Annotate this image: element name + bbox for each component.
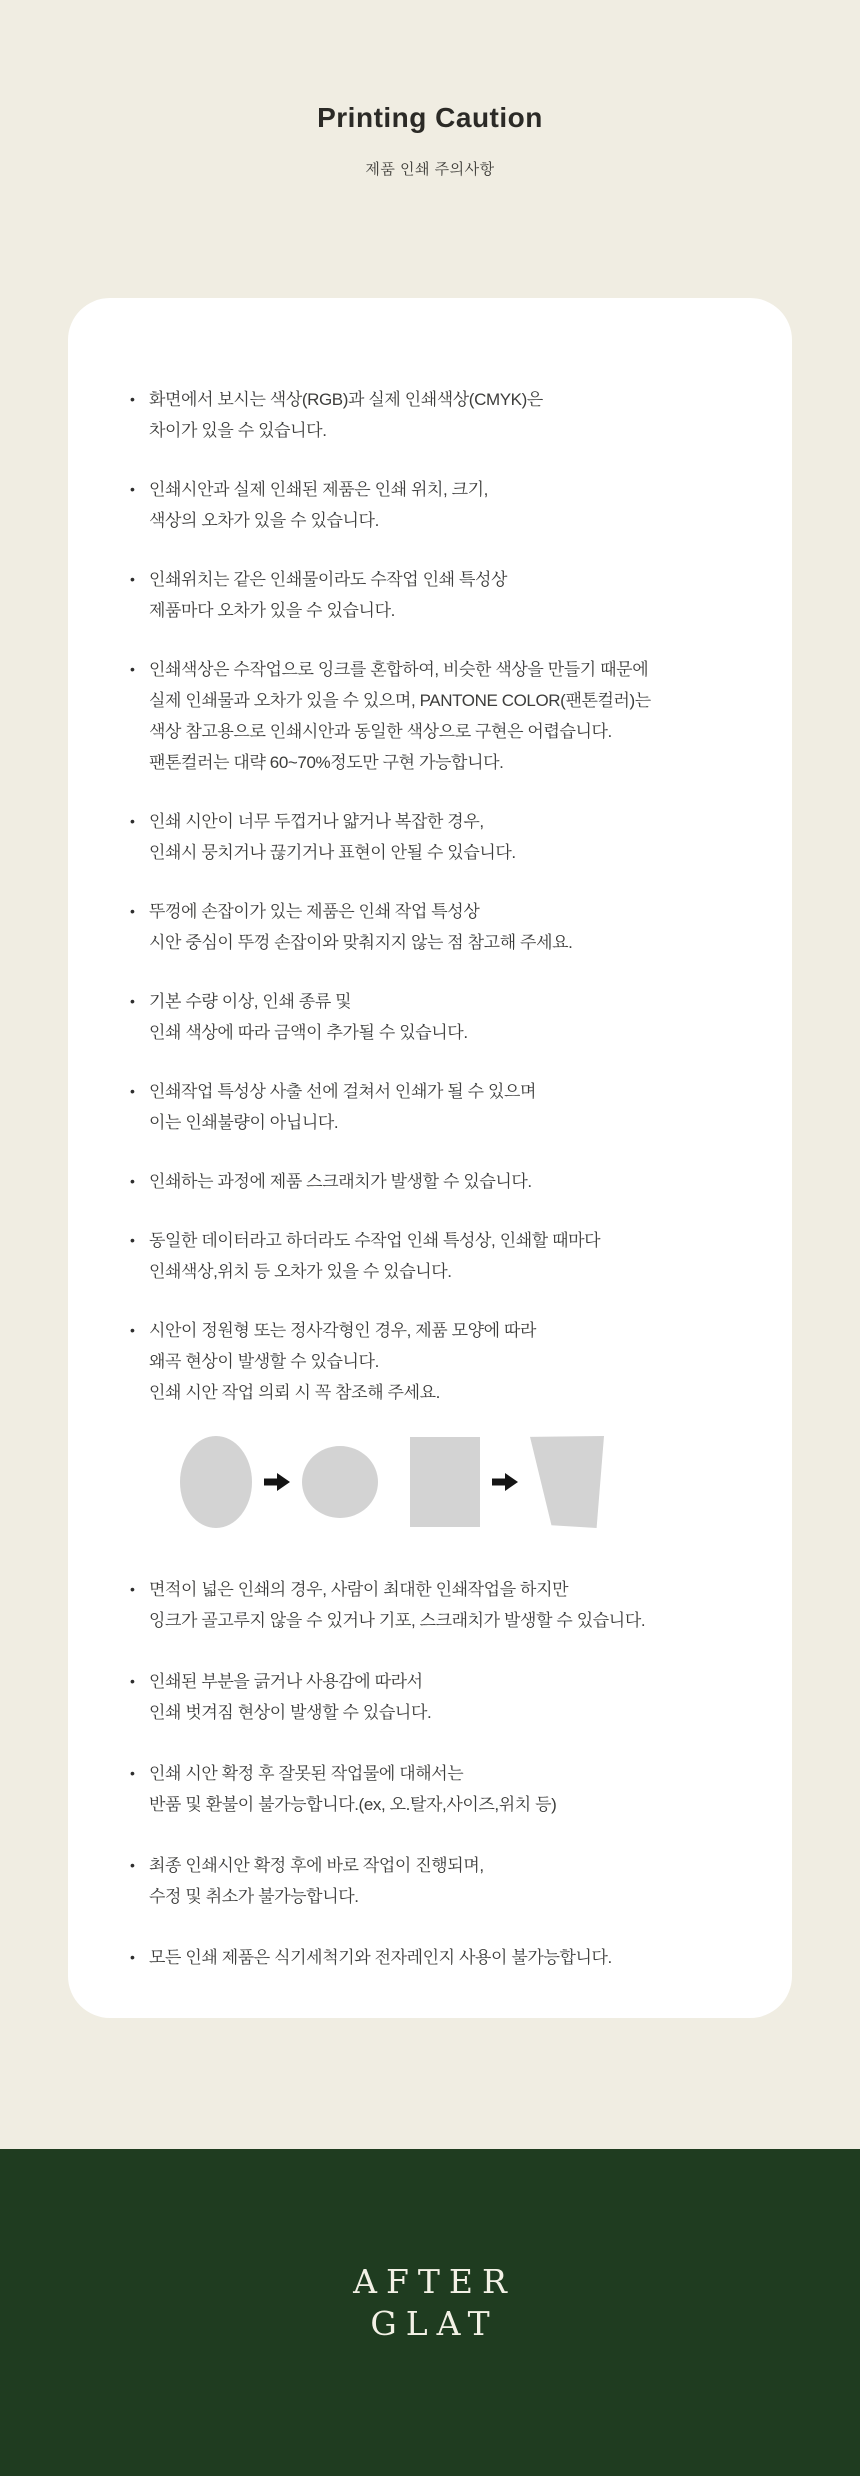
caution-text-line: 뚜껑에 손잡이가 있는 제품은 인쇄 작업 특성상 — [149, 902, 480, 921]
caution-text-line: 인쇄시 뭉치거나 끊기거나 표현이 안될 수 있습니다. — [149, 843, 516, 862]
bullet-dot-icon — [130, 654, 149, 685]
bullet-dot-icon — [130, 384, 149, 415]
square-shape — [410, 1437, 480, 1527]
caution-text-line: 시안이 정원형 또는 정사각형인 경우, 제품 모양에 따라 — [149, 1321, 537, 1340]
caution-item — [130, 986, 746, 1048]
caution-item — [130, 474, 746, 536]
caution-item — [130, 1850, 746, 1912]
caution-text-line: 인쇄 시안 작업 의뢰 시 꼭 참조해 주세요. — [149, 1383, 440, 1402]
caution-item — [130, 1225, 746, 1287]
bullet-dot-icon — [130, 474, 149, 505]
caution-text-line: 실제 인쇄물과 오차가 있을 수 있으며, PANTONE COLOR(팬톤컬러)는 — [149, 691, 651, 710]
trapezoid-shape — [530, 1436, 604, 1528]
caution-text-line: 인쇄 색상에 따라 금액이 추가될 수 있습니다. — [149, 1023, 468, 1042]
caution-text-line: 인쇄작업 특성상 사출 선에 걸쳐서 인쇄가 될 수 있으며 — [149, 1082, 537, 1101]
circle-shape — [180, 1436, 252, 1528]
caution-text-line: 왜곡 현상이 발생할 수 있습니다. — [149, 1352, 379, 1371]
caution-text-line: 시안 중심이 뚜껑 손잡이와 맞춰지지 않는 점 참고해 주세요. — [149, 933, 573, 952]
right-arrow-icon — [264, 1473, 290, 1491]
printing-caution-header — [0, 0, 860, 298]
distortion-diagram — [180, 1436, 746, 1528]
bullet-dot-icon — [130, 1942, 149, 1973]
caution-text-line: 제품마다 오차가 있을 수 있습니다. — [149, 601, 395, 620]
caution-text-line: 차이가 있을 수 있습니다. — [149, 421, 327, 440]
caution-text-line: 모든 인쇄 제품은 식기세척기와 전자레인지 사용이 불가능합니다. — [149, 1948, 612, 1967]
caution-item — [130, 384, 746, 446]
caution-card — [68, 298, 792, 2018]
bullet-dot-icon — [130, 1315, 149, 1346]
bullet-dot-icon — [130, 1758, 149, 1789]
caution-item — [130, 1315, 746, 1408]
caution-text-line: 화면에서 보시는 색상(RGB)과 실제 인쇄색상(CMYK)은 — [149, 390, 543, 409]
caution-text-line: 수정 및 취소가 불가능합니다. — [149, 1887, 359, 1906]
caution-text-line: 색상의 오차가 있을 수 있습니다. — [149, 511, 379, 530]
brand-footer — [0, 2149, 860, 2476]
caution-item — [130, 1666, 746, 1728]
caution-item — [130, 1942, 746, 1973]
caution-text-line: 인쇄 벗겨짐 현상이 발생할 수 있습니다. — [149, 1703, 432, 1722]
page-subtitle: 제품 인쇄 주의사항 — [365, 161, 495, 178]
caution-text-line: 동일한 데이터라고 하더라도 수작업 인쇄 특성상, 인쇄할 때마다 — [149, 1231, 601, 1250]
caution-item — [130, 896, 746, 958]
caution-text-line: 인쇄위치는 같은 인쇄물이라도 수작업 인쇄 특성상 — [149, 570, 508, 589]
brand-logo: AFTER — [353, 2262, 516, 2301]
caution-text-line: 색상 참고용으로 인쇄시안과 동일한 색상으로 구현은 어렵습니다. — [149, 722, 612, 741]
caution-text-line: 잉크가 골고루지 않을 수 있거나 기포, 스크래치가 발생할 수 있습니다. — [149, 1611, 646, 1630]
caution-text-line: 기본 수량 이상, 인쇄 종류 및 — [149, 992, 352, 1011]
caution-item — [130, 564, 746, 626]
caution-text-line: 인쇄색상,위치 등 오차가 있을 수 있습니다. — [149, 1262, 452, 1281]
caution-text-line: 인쇄시안과 실제 인쇄된 제품은 인쇄 위치, 크기, — [149, 480, 489, 499]
caution-text-line: 인쇄된 부분을 긁거나 사용감에 따라서 — [149, 1672, 423, 1691]
caution-item — [130, 1574, 746, 1636]
caution-item — [130, 806, 746, 868]
bullet-dot-icon — [130, 1166, 149, 1197]
caution-item — [130, 654, 746, 778]
bullet-dot-icon — [130, 986, 149, 1017]
card-footer-gap — [0, 2018, 860, 2149]
bullet-dot-icon — [130, 1225, 149, 1256]
bullet-dot-icon — [130, 1850, 149, 1881]
bullet-dot-icon — [130, 564, 149, 595]
caution-text-line: 인쇄 시안 확정 후 잘못된 작업물에 대해서는 — [149, 1764, 464, 1783]
caution-text-line: 이는 인쇄불량이 아닙니다. — [149, 1113, 339, 1132]
right-arrow-icon — [492, 1473, 518, 1491]
caution-item — [130, 1076, 746, 1138]
caution-text-line: 면적이 넓은 인쇄의 경우, 사람이 최대한 인쇄작업을 하지만 — [149, 1580, 569, 1599]
caution-text-line: 인쇄색상은 수작업으로 잉크를 혼합하여, 비슷한 색상을 만들기 때문에 — [149, 660, 649, 679]
ellipse-shape — [302, 1446, 378, 1518]
bullet-dot-icon — [130, 1574, 149, 1605]
caution-text-line: 인쇄 시안이 너무 두껍거나 얇거나 복잡한 경우, — [149, 812, 484, 831]
brand-logo: GLAT — [370, 2304, 499, 2343]
caution-text-line: 인쇄하는 과정에 제품 스크래치가 발생할 수 있습니다. — [149, 1172, 532, 1191]
page-title: Printing Caution — [317, 102, 543, 133]
caution-text-line: 팬톤컬러는 대략 60~70%정도만 구현 가능합니다. — [149, 753, 504, 772]
bullet-dot-icon — [130, 1076, 149, 1107]
caution-item — [130, 1758, 746, 1820]
caution-text-line: 최종 인쇄시안 확정 후에 바로 작업이 진행되며, — [149, 1856, 484, 1875]
caution-text-line: 반품 및 환불이 불가능합니다.(ex, 오.탈자,사이즈,위치 등) — [149, 1795, 557, 1814]
bullet-dot-icon — [130, 896, 149, 927]
caution-item — [130, 1166, 746, 1197]
bullet-dot-icon — [130, 806, 149, 837]
bullet-dot-icon — [130, 1666, 149, 1697]
